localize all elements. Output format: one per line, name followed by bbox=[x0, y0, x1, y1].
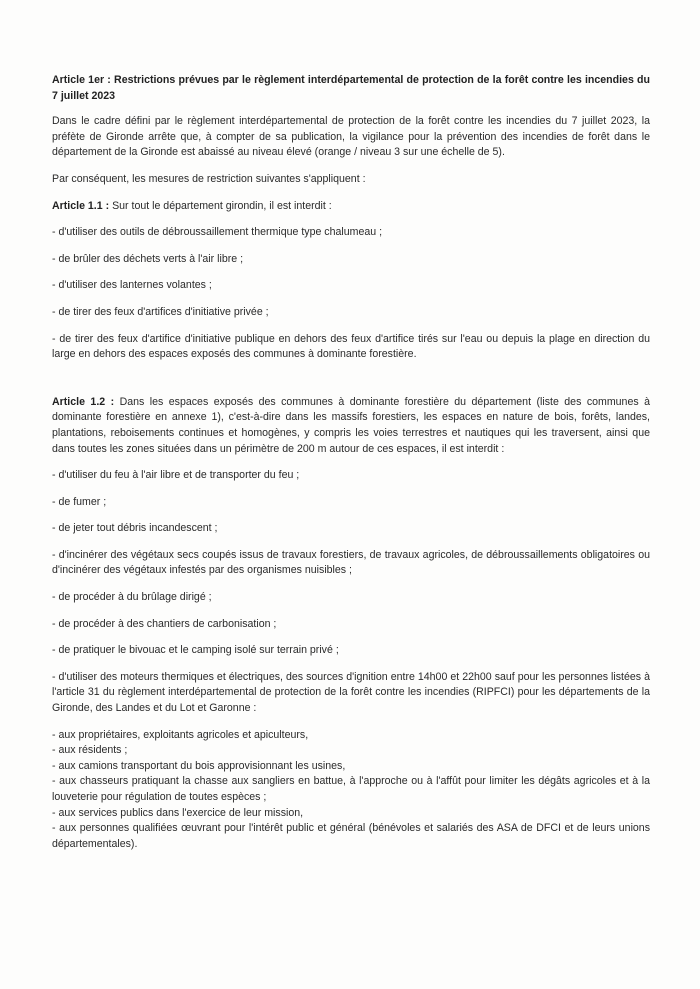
article-1-2-item: - de jeter tout débris incandescent ; bbox=[52, 522, 218, 535]
article-1-2-item: - de procéder à du brûlage dirigé ; bbox=[52, 591, 212, 604]
article-1-intro: Dans le cadre défini par le règlement interdépartemental de protection de la forêt contre les incendies du 7 juillet 2023, la préfète de Gironde arrête que, à compter de sa publication, la vigilance pour la prévention des incendies de forêt dans le département de la Gironde est abaissé au niveau élevé (orange / niveau 3 sur une échelle de 5). bbox=[52, 115, 650, 159]
article-1-2-item: - de pratiquer le bivouac et le camping isolé sur terrain privé ; bbox=[52, 644, 339, 657]
exception-item: - aux services publics dans l'exercice de leur mission, bbox=[52, 806, 304, 819]
article-1-2-paragraph bbox=[52, 395, 650, 457]
article-1-2-item: - d'incinérer des végétaux secs coupés issus de travaux forestiers, de travaux agricoles, de débroussaillements obligatoires ou d'incinérer des végétaux infestés par des organismes nuisibles ; bbox=[52, 548, 650, 577]
article-1-2-label: Article 1.2 : bbox=[52, 395, 115, 408]
article-1-1-item: - de tirer des feux d'artifices d'initiative privée ; bbox=[52, 305, 269, 318]
article-1-1-item: - d'utiliser des outils de débroussaillement thermique type chalumeau ; bbox=[52, 226, 383, 239]
exception-item: - aux propriétaires, exploitants agricoles et apiculteurs, bbox=[52, 728, 309, 741]
article-1-1-paragraph bbox=[52, 199, 650, 215]
article-1-1-text: Sur tout le département girondin, il est interdit : bbox=[109, 199, 332, 212]
article-1-2-item: - d'utiliser du feu à l'air libre et de transporter du feu ; bbox=[52, 469, 300, 482]
article-1-1-item: - d'utiliser des lanternes volantes ; bbox=[52, 279, 212, 292]
exception-item: - aux camions transportant du bois approvisionnant les usines, bbox=[52, 759, 346, 772]
article-1-1-item: - de brûler des déchets verts à l'air libre ; bbox=[52, 252, 244, 265]
exception-item: - aux résidents ; bbox=[52, 744, 128, 757]
article-1-2-text: Dans les espaces exposés des communes à dominante forestière du département (liste des communes à dominante forestière en annexe 1), c'est-à-dire dans les massifs forestiers, les espaces en nature de bois, forêts, landes, plantations, reboisements continues et homogènes, y compris les voies terrestres et nautiques qui les traversent, ainsi que dans toutes les zones situées dans un périmètre de 200 m autour de ces espaces, il est interdit : bbox=[52, 395, 650, 455]
article-1-1-label: Article 1.1 : bbox=[52, 199, 110, 212]
article-1-2-item: - de fumer ; bbox=[52, 495, 107, 508]
article-1-1-item: - de tirer des feux d'artifice d'initiative publique en dehors des feux d'artifice tirés sur l'eau ou depuis la plage en direction du large en dehors des espaces exposés des communes à dominante forestière. bbox=[52, 332, 650, 361]
article-1-2-item: - de procéder à des chantiers de carbonisation ; bbox=[52, 617, 277, 630]
article-1-consequence: Par conséquent, les mesures de restriction suivantes s'appliquent : bbox=[52, 172, 366, 185]
article-1-2-item: - d'utiliser des moteurs thermiques et électriques, des sources d'ignition entre 14h00 et 22h00 sauf pour les personnes listées à l'article 31 du règlement interdépartemental de protection de la forêt contre les incendies (RIPFCI) pour les départements de la Gironde, des Landes et du Lot et Garonne : bbox=[52, 670, 650, 715]
exception-item: - aux chasseurs pratiquant la chasse aux sangliers en battue, à l'approche ou à l'affût pour limiter les dégâts agricoles et à la louveterie pour régulation de toutes espèces ; bbox=[52, 775, 650, 803]
exception-item: - aux personnes qualifiées œuvrant pour l'intérêt public et général (bénévoles et salariés des ASA de DFCI et de leurs unions départementales). bbox=[52, 822, 650, 850]
article-1-heading: Article 1er : Restrictions prévues par le règlement interdépartemental de protection de la forêt contre les incendies du 7 juillet 2023 bbox=[52, 74, 650, 102]
